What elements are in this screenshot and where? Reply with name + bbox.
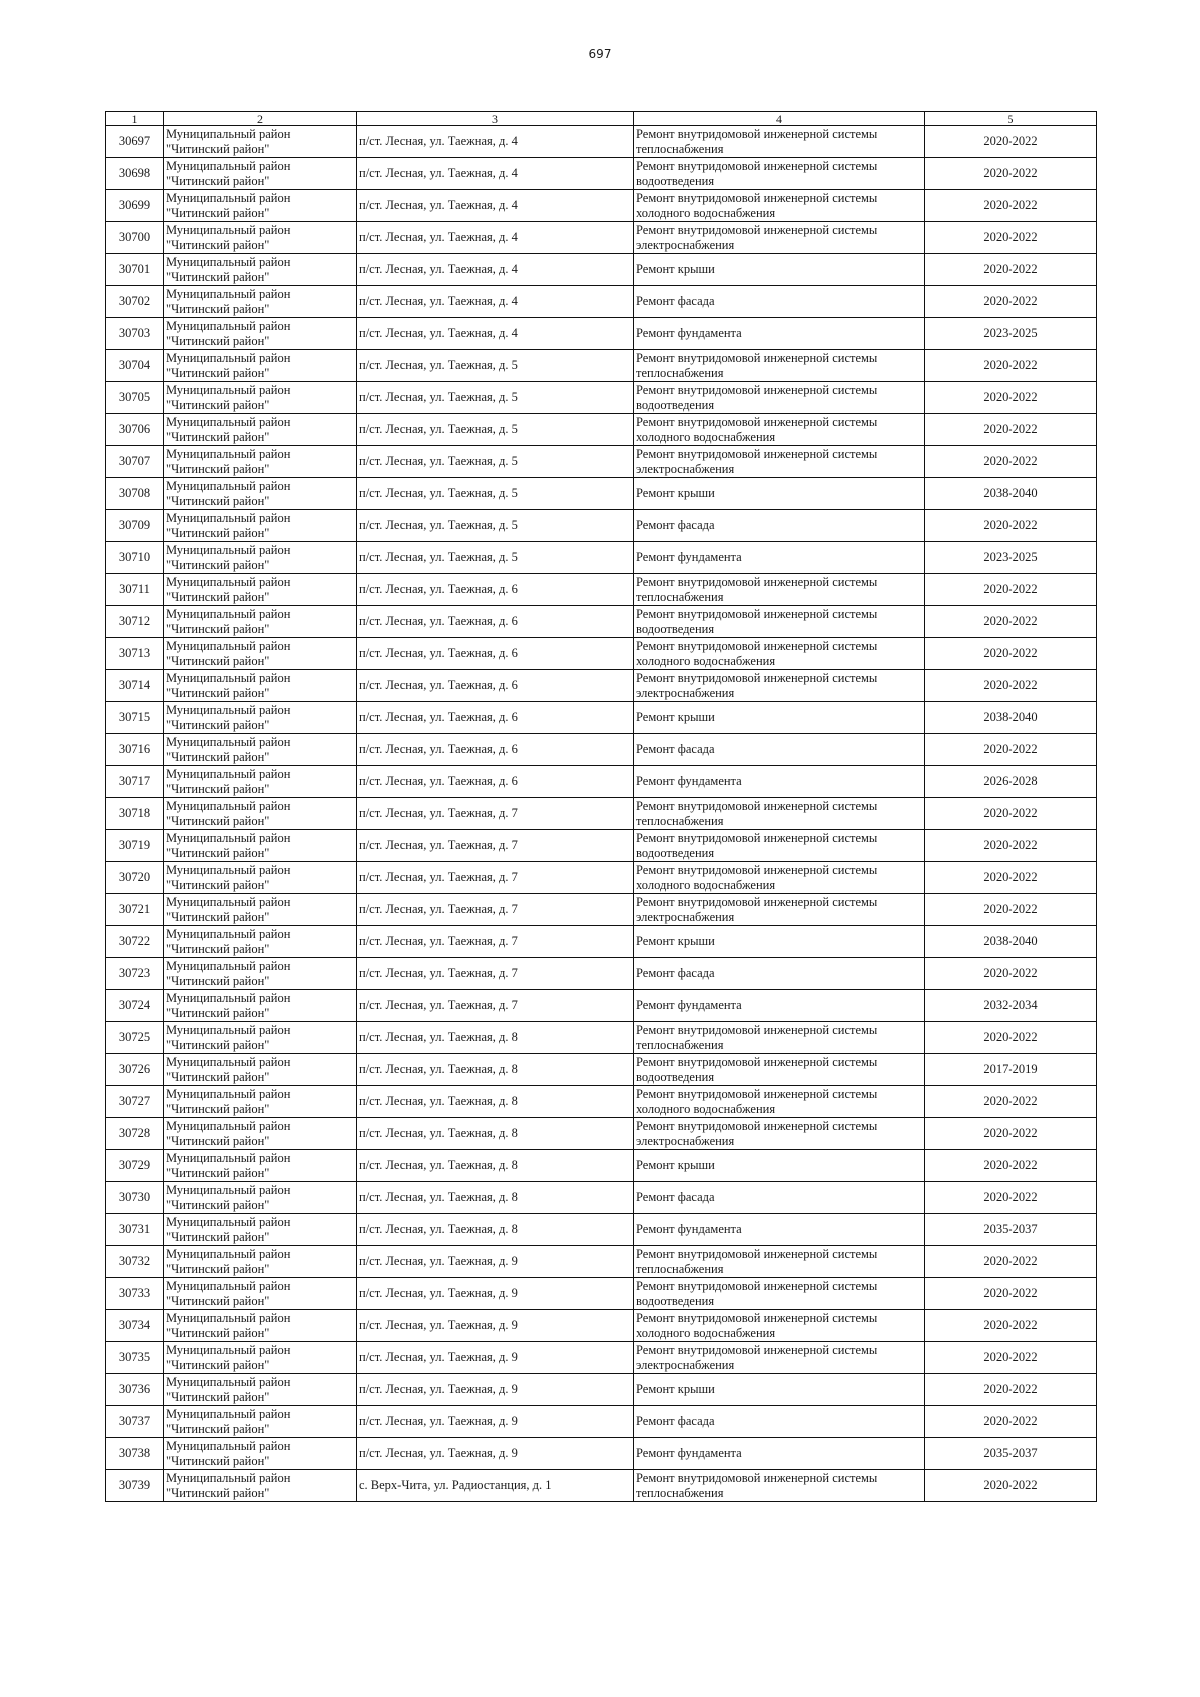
cell-number: 30713 (106, 638, 164, 670)
cell-number: 30717 (106, 766, 164, 798)
cell-work-type: Ремонт внутридомовой инженерной системы теплоснабжения (634, 126, 925, 158)
cell-work-type: Ремонт внутридомовой инженерной системы теплоснабжения (634, 798, 925, 830)
table-row (106, 798, 1097, 830)
cell-address: п/ст. Лесная, ул. Таежная, д. 4 (357, 190, 634, 222)
cell-number: 30700 (106, 222, 164, 254)
cell-number: 30698 (106, 158, 164, 190)
cell-municipality: Муниципальный район "Читинский район" (164, 606, 357, 638)
cell-address: п/ст. Лесная, ул. Таежная, д. 6 (357, 638, 634, 670)
cell-work-type: Ремонт крыши (634, 1374, 925, 1406)
cell-address: п/ст. Лесная, ул. Таежная, д. 5 (357, 382, 634, 414)
cell-number: 30720 (106, 862, 164, 894)
cell-number: 30718 (106, 798, 164, 830)
cell-number: 30719 (106, 830, 164, 862)
cell-number: 30711 (106, 574, 164, 606)
cell-period: 2020-2022 (925, 862, 1097, 894)
table-row (106, 1310, 1097, 1342)
cell-address: п/ст. Лесная, ул. Таежная, д. 9 (357, 1438, 634, 1470)
table-row (106, 1182, 1097, 1214)
cell-work-type: Ремонт фасада (634, 286, 925, 318)
cell-address: п/ст. Лесная, ул. Таежная, д. 7 (357, 798, 634, 830)
cell-period: 2026-2028 (925, 766, 1097, 798)
cell-number: 30714 (106, 670, 164, 702)
cell-work-type: Ремонт фундамента (634, 1438, 925, 1470)
cell-work-type: Ремонт внутридомовой инженерной системы теплоснабжения (634, 1470, 925, 1502)
cell-work-type: Ремонт внутридомовой инженерной системы холодного водоснабжения (634, 862, 925, 894)
table-row (106, 766, 1097, 798)
table-row (106, 1246, 1097, 1278)
cell-address: п/ст. Лесная, ул. Таежная, д. 4 (357, 318, 634, 350)
cell-municipality: Муниципальный район "Читинский район" (164, 1150, 357, 1182)
column-header-4: 4 (634, 112, 925, 126)
repair-schedule-table (105, 111, 1097, 1502)
column-header-5: 5 (925, 112, 1097, 126)
cell-work-type: Ремонт внутридомовой инженерной системы электроснабжения (634, 1342, 925, 1374)
cell-address: п/ст. Лесная, ул. Таежная, д. 6 (357, 734, 634, 766)
cell-municipality: Муниципальный район "Читинский район" (164, 1406, 357, 1438)
table-row (106, 414, 1097, 446)
cell-municipality: Муниципальный район "Читинский район" (164, 286, 357, 318)
table-row (106, 638, 1097, 670)
cell-municipality: Муниципальный район "Читинский район" (164, 638, 357, 670)
cell-municipality: Муниципальный район "Читинский район" (164, 1246, 357, 1278)
cell-work-type: Ремонт внутридомовой инженерной системы электроснабжения (634, 1118, 925, 1150)
cell-municipality: Муниципальный район "Читинский район" (164, 862, 357, 894)
cell-municipality: Муниципальный район "Читинский район" (164, 1022, 357, 1054)
cell-municipality: Муниципальный район "Читинский район" (164, 158, 357, 190)
cell-address: п/ст. Лесная, ул. Таежная, д. 7 (357, 894, 634, 926)
cell-number: 30732 (106, 1246, 164, 1278)
cell-municipality: Муниципальный район "Читинский район" (164, 798, 357, 830)
table-row (106, 862, 1097, 894)
table-row (106, 254, 1097, 286)
cell-municipality: Муниципальный район "Читинский район" (164, 350, 357, 382)
cell-work-type: Ремонт внутридомовой инженерной системы холодного водоснабжения (634, 638, 925, 670)
cell-period: 2020-2022 (925, 286, 1097, 318)
cell-work-type: Ремонт внутридомовой инженерной системы водоотведения (634, 1054, 925, 1086)
cell-work-type: Ремонт крыши (634, 1150, 925, 1182)
cell-period: 2020-2022 (925, 1150, 1097, 1182)
cell-period: 2020-2022 (925, 574, 1097, 606)
table-row (106, 958, 1097, 990)
cell-period: 2020-2022 (925, 1278, 1097, 1310)
cell-address: п/ст. Лесная, ул. Таежная, д. 9 (357, 1246, 634, 1278)
cell-number: 30702 (106, 286, 164, 318)
cell-period: 2035-2037 (925, 1214, 1097, 1246)
cell-address: п/ст. Лесная, ул. Таежная, д. 9 (357, 1374, 634, 1406)
cell-municipality: Муниципальный район "Читинский район" (164, 766, 357, 798)
cell-municipality: Муниципальный район "Читинский район" (164, 990, 357, 1022)
table-row (106, 542, 1097, 574)
cell-period: 2020-2022 (925, 414, 1097, 446)
cell-municipality: Муниципальный район "Читинский район" (164, 190, 357, 222)
cell-period: 2020-2022 (925, 1310, 1097, 1342)
cell-period: 2020-2022 (925, 350, 1097, 382)
table-row (106, 830, 1097, 862)
column-header-1: 1 (106, 112, 164, 126)
cell-address: п/ст. Лесная, ул. Таежная, д. 4 (357, 158, 634, 190)
table-row (106, 574, 1097, 606)
cell-municipality: Муниципальный район "Читинский район" (164, 318, 357, 350)
cell-municipality: Муниципальный район "Читинский район" (164, 734, 357, 766)
cell-work-type: Ремонт внутридомовой инженерной системы теплоснабжения (634, 1246, 925, 1278)
cell-number: 30706 (106, 414, 164, 446)
cell-number: 30729 (106, 1150, 164, 1182)
cell-municipality: Муниципальный район "Читинский район" (164, 414, 357, 446)
cell-municipality: Муниципальный район "Читинский район" (164, 1374, 357, 1406)
cell-period: 2020-2022 (925, 1470, 1097, 1502)
cell-period: 2020-2022 (925, 1086, 1097, 1118)
cell-work-type: Ремонт фундамента (634, 766, 925, 798)
cell-work-type: Ремонт фундамента (634, 542, 925, 574)
cell-address: п/ст. Лесная, ул. Таежная, д. 6 (357, 574, 634, 606)
cell-number: 30710 (106, 542, 164, 574)
cell-municipality: Муниципальный район "Читинский район" (164, 542, 357, 574)
cell-number: 30733 (106, 1278, 164, 1310)
cell-work-type: Ремонт фундамента (634, 318, 925, 350)
cell-number: 30727 (106, 1086, 164, 1118)
cell-address: с. Верх-Чита, ул. Радиостанция, д. 1 (357, 1470, 634, 1502)
cell-number: 30734 (106, 1310, 164, 1342)
cell-number: 30728 (106, 1118, 164, 1150)
cell-number: 30707 (106, 446, 164, 478)
cell-municipality: Муниципальный район "Читинский район" (164, 1310, 357, 1342)
cell-number: 30704 (106, 350, 164, 382)
cell-municipality: Муниципальный район "Читинский район" (164, 1470, 357, 1502)
cell-work-type: Ремонт крыши (634, 478, 925, 510)
table-row (106, 1470, 1097, 1502)
table-row (106, 478, 1097, 510)
cell-municipality: Муниципальный район "Читинский район" (164, 126, 357, 158)
cell-period: 2020-2022 (925, 190, 1097, 222)
table-row (106, 990, 1097, 1022)
cell-work-type: Ремонт фасада (634, 958, 925, 990)
cell-period: 2020-2022 (925, 446, 1097, 478)
cell-work-type: Ремонт внутридомовой инженерной системы электроснабжения (634, 446, 925, 478)
cell-period: 2032-2034 (925, 990, 1097, 1022)
cell-number: 30715 (106, 702, 164, 734)
cell-municipality: Муниципальный район "Читинский район" (164, 1182, 357, 1214)
cell-number: 30725 (106, 1022, 164, 1054)
table-row (106, 190, 1097, 222)
cell-municipality: Муниципальный район "Читинский район" (164, 1054, 357, 1086)
cell-number: 30730 (106, 1182, 164, 1214)
cell-work-type: Ремонт внутридомовой инженерной системы холодного водоснабжения (634, 1310, 925, 1342)
cell-period: 2023-2025 (925, 542, 1097, 574)
cell-address: п/ст. Лесная, ул. Таежная, д. 8 (357, 1214, 634, 1246)
cell-period: 2020-2022 (925, 1182, 1097, 1214)
cell-address: п/ст. Лесная, ул. Таежная, д. 7 (357, 990, 634, 1022)
cell-period: 2020-2022 (925, 254, 1097, 286)
cell-address: п/ст. Лесная, ул. Таежная, д. 4 (357, 126, 634, 158)
cell-number: 30701 (106, 254, 164, 286)
column-header-3: 3 (357, 112, 634, 126)
table-row (106, 670, 1097, 702)
cell-address: п/ст. Лесная, ул. Таежная, д. 8 (357, 1182, 634, 1214)
cell-period: 2020-2022 (925, 734, 1097, 766)
cell-work-type: Ремонт внутридомовой инженерной системы холодного водоснабжения (634, 1086, 925, 1118)
cell-period: 2035-2037 (925, 1438, 1097, 1470)
cell-period: 2020-2022 (925, 894, 1097, 926)
cell-period: 2038-2040 (925, 478, 1097, 510)
cell-address: п/ст. Лесная, ул. Таежная, д. 6 (357, 606, 634, 638)
cell-number: 30716 (106, 734, 164, 766)
cell-work-type: Ремонт крыши (634, 926, 925, 958)
cell-municipality: Муниципальный район "Читинский район" (164, 702, 357, 734)
cell-period: 2023-2025 (925, 318, 1097, 350)
cell-number: 30712 (106, 606, 164, 638)
cell-period: 2020-2022 (925, 382, 1097, 414)
cell-address: п/ст. Лесная, ул. Таежная, д. 5 (357, 510, 634, 542)
table-row (106, 1150, 1097, 1182)
cell-number: 30738 (106, 1438, 164, 1470)
cell-address: п/ст. Лесная, ул. Таежная, д. 5 (357, 446, 634, 478)
cell-period: 2020-2022 (925, 798, 1097, 830)
cell-number: 30709 (106, 510, 164, 542)
cell-work-type: Ремонт внутридомовой инженерной системы водоотведения (634, 830, 925, 862)
cell-address: п/ст. Лесная, ул. Таежная, д. 6 (357, 702, 634, 734)
cell-address: п/ст. Лесная, ул. Таежная, д. 7 (357, 862, 634, 894)
table-row (106, 1374, 1097, 1406)
cell-address: п/ст. Лесная, ул. Таежная, д. 4 (357, 254, 634, 286)
table-row (106, 1022, 1097, 1054)
cell-period: 2038-2040 (925, 926, 1097, 958)
cell-work-type: Ремонт внутридомовой инженерной системы холодного водоснабжения (634, 414, 925, 446)
cell-work-type: Ремонт фундамента (634, 1214, 925, 1246)
table-row (106, 318, 1097, 350)
table-row (106, 446, 1097, 478)
cell-municipality: Муниципальный район "Читинский район" (164, 478, 357, 510)
cell-period: 2020-2022 (925, 1374, 1097, 1406)
cell-address: п/ст. Лесная, ул. Таежная, д. 5 (357, 414, 634, 446)
cell-address: п/ст. Лесная, ул. Таежная, д. 5 (357, 478, 634, 510)
table-row (106, 286, 1097, 318)
table-row (106, 1438, 1097, 1470)
column-header-2: 2 (164, 112, 357, 126)
cell-address: п/ст. Лесная, ул. Таежная, д. 4 (357, 286, 634, 318)
cell-work-type: Ремонт внутридомовой инженерной системы электроснабжения (634, 894, 925, 926)
cell-municipality: Муниципальный район "Читинский район" (164, 670, 357, 702)
cell-number: 30731 (106, 1214, 164, 1246)
table-row (106, 510, 1097, 542)
cell-address: п/ст. Лесная, ул. Таежная, д. 8 (357, 1150, 634, 1182)
cell-work-type: Ремонт внутридомовой инженерной системы холодного водоснабжения (634, 190, 925, 222)
cell-period: 2020-2022 (925, 830, 1097, 862)
cell-period: 2038-2040 (925, 702, 1097, 734)
cell-municipality: Муниципальный район "Читинский район" (164, 958, 357, 990)
table-header-row (106, 112, 1097, 126)
cell-period: 2020-2022 (925, 1406, 1097, 1438)
table-row (106, 1054, 1097, 1086)
cell-address: п/ст. Лесная, ул. Таежная, д. 9 (357, 1342, 634, 1374)
cell-work-type: Ремонт внутридомовой инженерной системы водоотведения (634, 606, 925, 638)
cell-work-type: Ремонт внутридомовой инженерной системы теплоснабжения (634, 350, 925, 382)
cell-work-type: Ремонт внутридомовой инженерной системы электроснабжения (634, 670, 925, 702)
cell-period: 2020-2022 (925, 1022, 1097, 1054)
table-row (106, 1406, 1097, 1438)
cell-work-type: Ремонт внутридомовой инженерной системы водоотведения (634, 1278, 925, 1310)
table-body (106, 112, 1097, 1502)
cell-number: 30708 (106, 478, 164, 510)
cell-number: 30721 (106, 894, 164, 926)
cell-address: п/ст. Лесная, ул. Таежная, д. 7 (357, 926, 634, 958)
cell-address: п/ст. Лесная, ул. Таежная, д. 7 (357, 958, 634, 990)
cell-period: 2020-2022 (925, 670, 1097, 702)
cell-address: п/ст. Лесная, ул. Таежная, д. 8 (357, 1118, 634, 1150)
cell-municipality: Муниципальный район "Читинский район" (164, 894, 357, 926)
cell-period: 2017-2019 (925, 1054, 1097, 1086)
cell-municipality: Муниципальный район "Читинский район" (164, 1278, 357, 1310)
cell-work-type: Ремонт фасада (634, 734, 925, 766)
cell-work-type: Ремонт фундамента (634, 990, 925, 1022)
cell-municipality: Муниципальный район "Читинский район" (164, 1438, 357, 1470)
cell-work-type: Ремонт фасада (634, 1182, 925, 1214)
table-row (106, 926, 1097, 958)
table-row (106, 734, 1097, 766)
cell-number: 30724 (106, 990, 164, 1022)
cell-period: 2020-2022 (925, 1118, 1097, 1150)
cell-municipality: Муниципальный район "Читинский район" (164, 830, 357, 862)
cell-period: 2020-2022 (925, 222, 1097, 254)
cell-municipality: Муниципальный район "Читинский район" (164, 1086, 357, 1118)
cell-address: п/ст. Лесная, ул. Таежная, д. 9 (357, 1278, 634, 1310)
table-row (106, 606, 1097, 638)
table-row (106, 222, 1097, 254)
table-row (106, 126, 1097, 158)
cell-period: 2020-2022 (925, 1342, 1097, 1374)
cell-period: 2020-2022 (925, 158, 1097, 190)
cell-work-type: Ремонт крыши (634, 702, 925, 734)
cell-municipality: Муниципальный район "Читинский район" (164, 1118, 357, 1150)
cell-number: 30723 (106, 958, 164, 990)
cell-number: 30699 (106, 190, 164, 222)
table-row (106, 158, 1097, 190)
table-row (106, 350, 1097, 382)
cell-work-type: Ремонт внутридомовой инженерной системы теплоснабжения (634, 574, 925, 606)
cell-municipality: Муниципальный район "Читинский район" (164, 446, 357, 478)
table-row (106, 894, 1097, 926)
cell-number: 30697 (106, 126, 164, 158)
cell-municipality: Муниципальный район "Читинский район" (164, 574, 357, 606)
cell-work-type: Ремонт внутридомовой инженерной системы теплоснабжения (634, 1022, 925, 1054)
cell-municipality: Муниципальный район "Читинский район" (164, 254, 357, 286)
cell-number: 30736 (106, 1374, 164, 1406)
cell-number: 30735 (106, 1342, 164, 1374)
cell-address: п/ст. Лесная, ул. Таежная, д. 9 (357, 1406, 634, 1438)
cell-number: 30726 (106, 1054, 164, 1086)
cell-number: 30739 (106, 1470, 164, 1502)
cell-number: 30737 (106, 1406, 164, 1438)
cell-municipality: Муниципальный район "Читинский район" (164, 510, 357, 542)
cell-work-type: Ремонт внутридомовой инженерной системы водоотведения (634, 382, 925, 414)
cell-work-type: Ремонт крыши (634, 254, 925, 286)
cell-municipality: Муниципальный район "Читинский район" (164, 1214, 357, 1246)
cell-municipality: Муниципальный район "Читинский район" (164, 926, 357, 958)
table-row (106, 1342, 1097, 1374)
cell-address: п/ст. Лесная, ул. Таежная, д. 5 (357, 350, 634, 382)
cell-address: п/ст. Лесная, ул. Таежная, д. 8 (357, 1054, 634, 1086)
table-row (106, 382, 1097, 414)
cell-period: 2020-2022 (925, 958, 1097, 990)
cell-period: 2020-2022 (925, 1246, 1097, 1278)
cell-municipality: Муниципальный район "Читинский район" (164, 1342, 357, 1374)
cell-address: п/ст. Лесная, ул. Таежная, д. 6 (357, 766, 634, 798)
page-number: 697 (588, 47, 612, 61)
cell-municipality: Муниципальный район "Читинский район" (164, 382, 357, 414)
cell-address: п/ст. Лесная, ул. Таежная, д. 7 (357, 830, 634, 862)
cell-address: п/ст. Лесная, ул. Таежная, д. 8 (357, 1022, 634, 1054)
cell-number: 30722 (106, 926, 164, 958)
cell-work-type: Ремонт фасада (634, 510, 925, 542)
cell-address: п/ст. Лесная, ул. Таежная, д. 4 (357, 222, 634, 254)
cell-number: 30705 (106, 382, 164, 414)
cell-address: п/ст. Лесная, ул. Таежная, д. 9 (357, 1310, 634, 1342)
table-row (106, 1086, 1097, 1118)
cell-municipality: Муниципальный район "Читинский район" (164, 222, 357, 254)
cell-address: п/ст. Лесная, ул. Таежная, д. 8 (357, 1086, 634, 1118)
cell-work-type: Ремонт внутридомовой инженерной системы водоотведения (634, 158, 925, 190)
table-row (106, 1118, 1097, 1150)
table-row (106, 1214, 1097, 1246)
cell-period: 2020-2022 (925, 126, 1097, 158)
cell-number: 30703 (106, 318, 164, 350)
cell-period: 2020-2022 (925, 606, 1097, 638)
cell-work-type: Ремонт фасада (634, 1406, 925, 1438)
cell-address: п/ст. Лесная, ул. Таежная, д. 5 (357, 542, 634, 574)
cell-period: 2020-2022 (925, 638, 1097, 670)
table-row (106, 1278, 1097, 1310)
table-row (106, 702, 1097, 734)
cell-address: п/ст. Лесная, ул. Таежная, д. 6 (357, 670, 634, 702)
cell-work-type: Ремонт внутридомовой инженерной системы электроснабжения (634, 222, 925, 254)
cell-period: 2020-2022 (925, 510, 1097, 542)
